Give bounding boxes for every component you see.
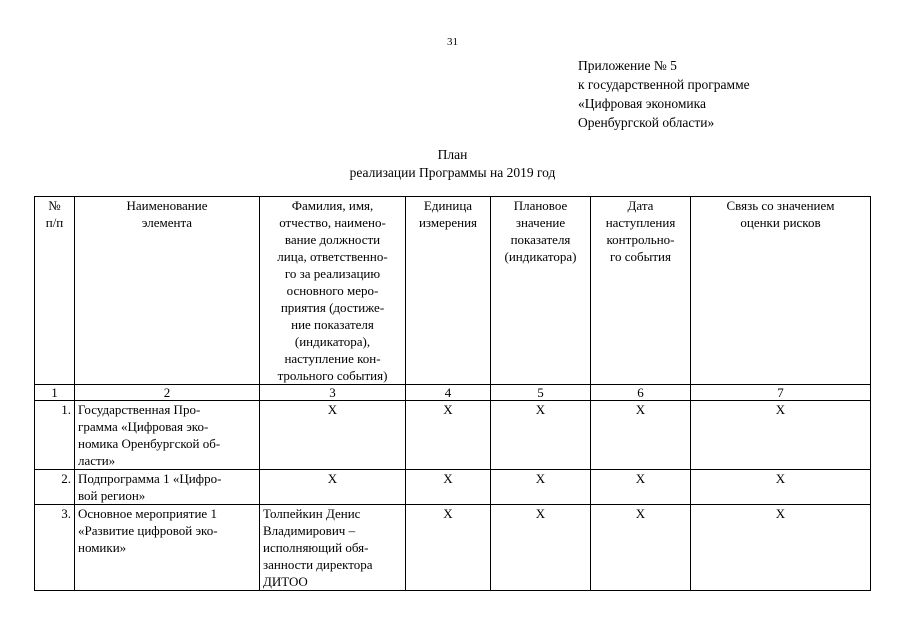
planned-value-cell: X — [491, 401, 591, 470]
page-number: 31 — [447, 36, 458, 48]
responsible-cell: X — [260, 470, 406, 505]
column-number: 1 — [35, 385, 75, 401]
control-date-cell: X — [591, 505, 691, 591]
header-cell-risk-link: Связь со значением оценки рисков — [691, 197, 871, 385]
element-name-cell: Подпрограмма 1 «Цифро- вой регион» — [75, 470, 260, 505]
appendix-line: Приложение № 5 — [578, 58, 677, 73]
column-number: 7 — [691, 385, 871, 401]
header-cell-number: № п/п — [35, 197, 75, 385]
header-cell-unit: Единица измерения — [406, 197, 491, 385]
planned-value-cell: X — [491, 505, 591, 591]
unit-cell: X — [406, 505, 491, 591]
risk-link-cell: X — [691, 505, 871, 591]
risk-link-cell: X — [691, 401, 871, 470]
column-number: 5 — [491, 385, 591, 401]
appendix-line: Оренбургской области» — [578, 115, 715, 130]
responsible-cell: Толпейкин Денис Владимирович – исполняющий обя- занности директора ДИТОО — [260, 505, 406, 591]
header-row — [35, 197, 871, 385]
appendix-block — [578, 56, 750, 132]
appendix-line: «Цифровая экономика — [578, 96, 706, 111]
row-number: 2. — [35, 470, 75, 505]
column-number: 2 — [75, 385, 260, 401]
control-date-cell: X — [591, 401, 691, 470]
plan-subtitle: реализации Программы на 2019 год — [349, 165, 556, 180]
planned-value-cell: X — [491, 470, 591, 505]
column-number: 4 — [406, 385, 491, 401]
unit-cell: X — [406, 470, 491, 505]
table-row — [35, 401, 871, 470]
row-number: 3. — [35, 505, 75, 591]
table-row — [35, 470, 871, 505]
header-cell-responsible-person: Фамилия, имя, отчество, наимено- вание должности лица, ответственно- го за реализацию основного меро- приятия (достиже- ние показателя (индикатора), наступление кон- трольного события) — [260, 197, 406, 385]
plan-table — [34, 196, 871, 591]
responsible-cell: X — [260, 401, 406, 470]
unit-cell: X — [406, 401, 491, 470]
element-name-cell: Государственная Про- грамма «Цифровая эко- номика Оренбургской об- ласти» — [75, 401, 260, 470]
appendix-line: к государственной программе — [578, 77, 750, 92]
row-number: 1. — [35, 401, 75, 470]
header-cell-element-name: Наименование элемента — [75, 197, 260, 385]
plan-title: План — [437, 147, 468, 162]
element-name-cell: Основное мероприятие 1 «Развитие цифровой эко- номики» — [75, 505, 260, 591]
header-cell-planned-value: Плановое значение показателя (индикатора) — [491, 197, 591, 385]
plan-title-block — [0, 146, 905, 182]
column-number: 3 — [260, 385, 406, 401]
header-cell-control-date: Дата наступления контрольно- го события — [591, 197, 691, 385]
column-number: 6 — [591, 385, 691, 401]
risk-link-cell: X — [691, 470, 871, 505]
table-row — [35, 505, 871, 591]
column-number-row — [35, 385, 871, 401]
control-date-cell: X — [591, 470, 691, 505]
